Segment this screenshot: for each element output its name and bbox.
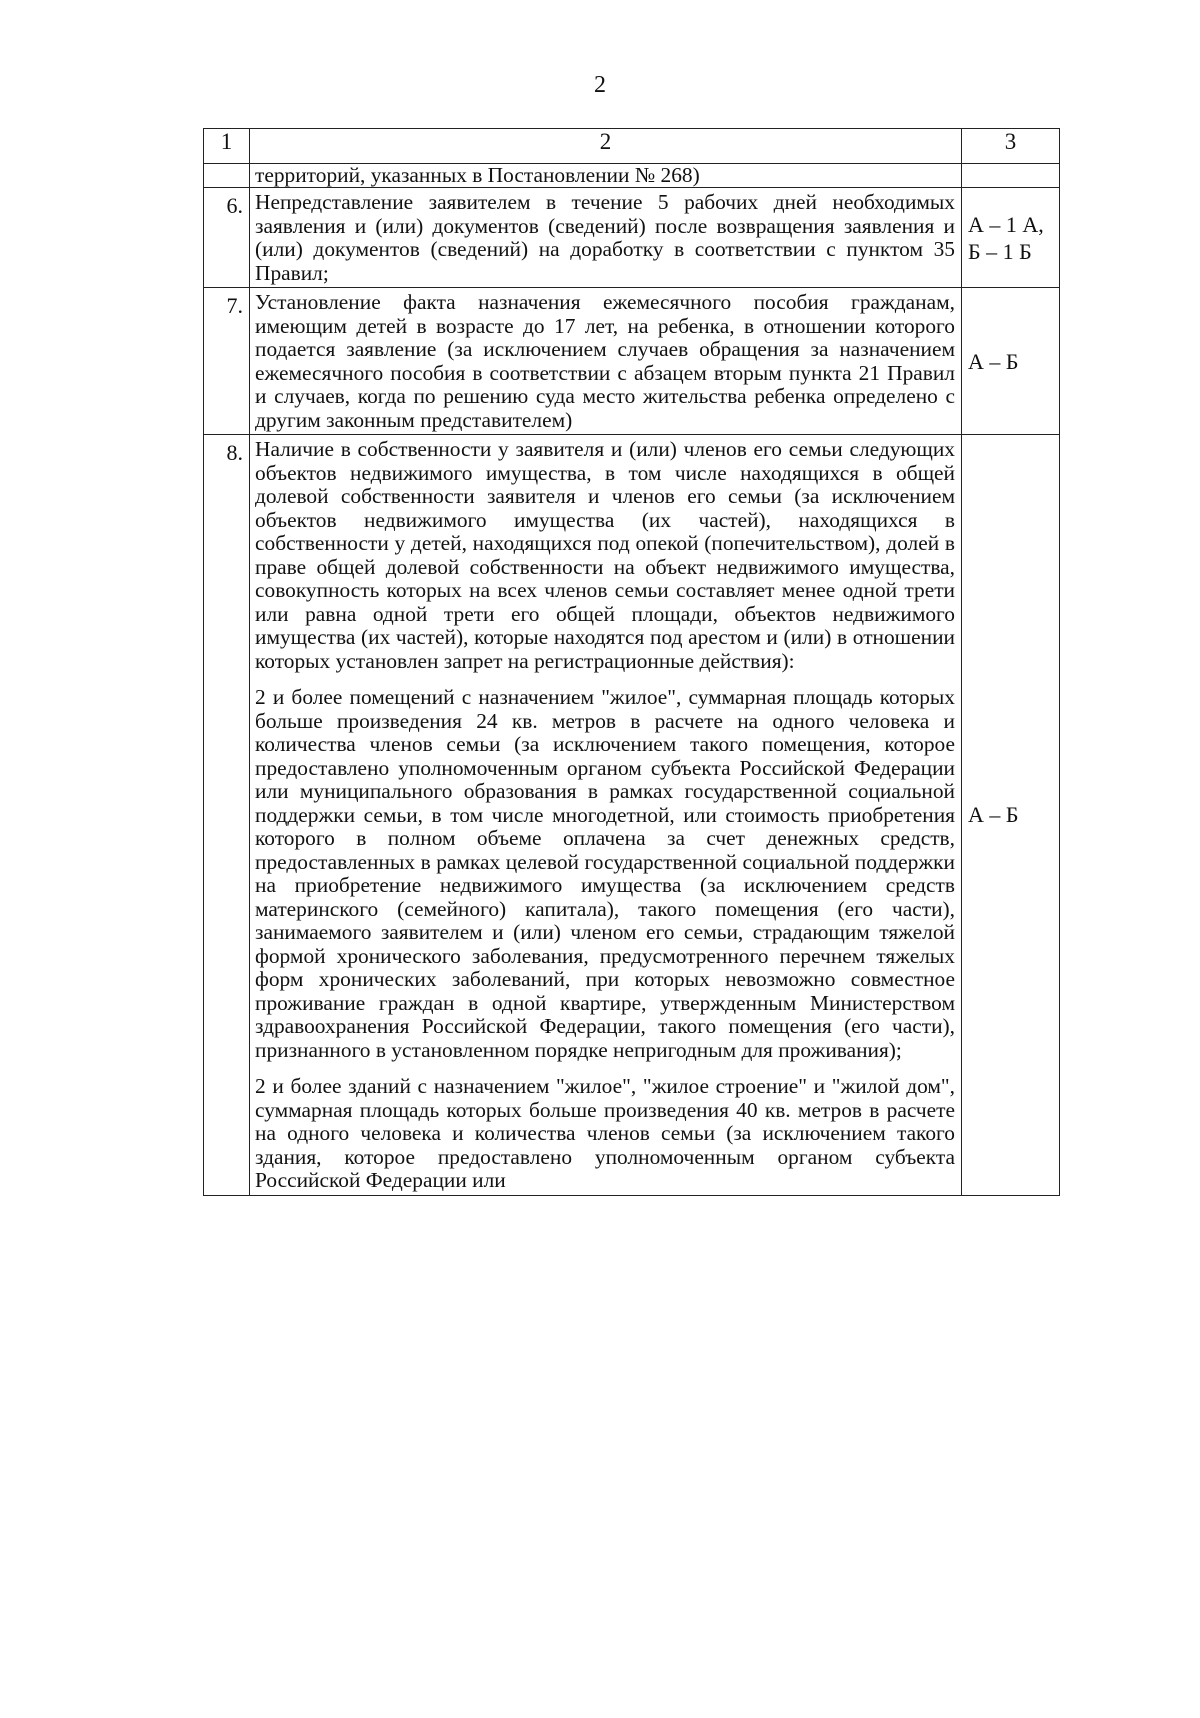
row-number: 6. bbox=[204, 188, 250, 288]
code-cell bbox=[962, 435, 1060, 1196]
code-line: А – 1 А, bbox=[968, 211, 1044, 237]
row-number: 7. bbox=[204, 288, 250, 435]
column-header-2: 2 bbox=[250, 129, 962, 164]
continuation-text: территорий, указанных в Постановлении № 268) bbox=[250, 164, 962, 188]
column-header-3: 3 bbox=[962, 129, 1060, 164]
table-row bbox=[204, 188, 1060, 288]
row-paragraph: Установление факта назначения ежемесячного пособия гражданам, имеющим детей в возрасте до 17 лет, на ребенка, в отношении которого подается заявление (за исключением случаев обращения за назначением ежемесячного пособия в соответствии с абзацем вторым пункта 21 Правил и случаев, когда по решению суда место жительства ребенка определено с другим законным представителем) bbox=[255, 290, 955, 432]
row-text-cell bbox=[250, 288, 962, 435]
column-header-1: 1 bbox=[204, 129, 250, 164]
table-header-row bbox=[204, 129, 1060, 164]
code-cell bbox=[962, 188, 1060, 288]
code-line: А – Б bbox=[968, 802, 1019, 828]
row-text-cell bbox=[250, 188, 962, 288]
row-paragraph: Непредставление заявителем в течение 5 рабочих дней необходимых заявления и (или) документов (сведений) после возвращения заявления и (или) документов (сведений) на доработку в соответствии с пунктом 35 Правил; bbox=[255, 190, 955, 285]
row-paragraph: 2 и более помещений с назначением "жилое", суммарная площадь которых больше произведения 24 кв. метров в расчете на одного человека и количества членов семьи (за исключением такого помещения, которое предоставлено уполномоченным органом субъекта Российской Федерации или муниципального образования в рамках государственной социальной поддержки семьи, в том числе многодетной, или стоимость приобретения которого в полном объеме оплачена за счет денежных средств, предоставленных в рамках целевой государственной социальной поддержки на приобретение недвижимого имущества (за исключением средств материнского (семейного) капитала), такого помещения (его части), занимаемого заявителем и (или) членом его семьи, страдающим тяжелой формой хронического заболевания, предусмотренного перечнем тяжелых форм хронических заболеваний, при которых невозможно совместное проживание граждан в одной квартире, утвержденным Министерством здравоохранения Российской Федерации, такого помещения (его части), признанного в установленном порядке непригодным для проживания); bbox=[255, 685, 955, 1062]
code-cell bbox=[962, 164, 1060, 188]
row-paragraph: Наличие в собственности у заявителя и (или) членов его семьи следующих объектов недвижимого имущества, в том числе находящихся в общей долевой собственности заявителя и членов его семьи (за исключением объектов недвижимого имущества (их частей), находящихся в собственности у детей, находящихся под опекой (попечительством), долей в праве общей долевой собственности на объект недвижимого имущества, совокупность которых на всех членов семьи составляет менее одной трети или равна одной трети его общей площади, объектов недвижимого имущества (их частей), которые находятся под арестом и (или) в отношении которых установлен запрет на регистрационные действия): bbox=[255, 437, 955, 673]
table-row-continuation bbox=[204, 164, 1060, 188]
row-paragraph: 2 и более зданий с назначением "жилое", "жилое строение" и "жилой дом", суммарная площадь которых больше произведения 40 кв. метров в расчете на одного человека и количества членов семьи (за исключением такого здания, которое предоставлено уполномоченным органом субъекта Российской Федерации или bbox=[255, 1074, 955, 1192]
table-row bbox=[204, 288, 1060, 435]
page-number: 2 bbox=[594, 72, 606, 98]
code-line: А – Б bbox=[968, 348, 1019, 374]
row-text-cell bbox=[250, 435, 962, 1196]
code-line: Б – 1 Б bbox=[968, 238, 1032, 264]
row-number-cell bbox=[204, 164, 250, 188]
code-cell bbox=[962, 288, 1060, 435]
table-row bbox=[204, 435, 1060, 1196]
row-number: 8. bbox=[204, 435, 250, 1196]
document-table bbox=[203, 128, 1060, 1196]
